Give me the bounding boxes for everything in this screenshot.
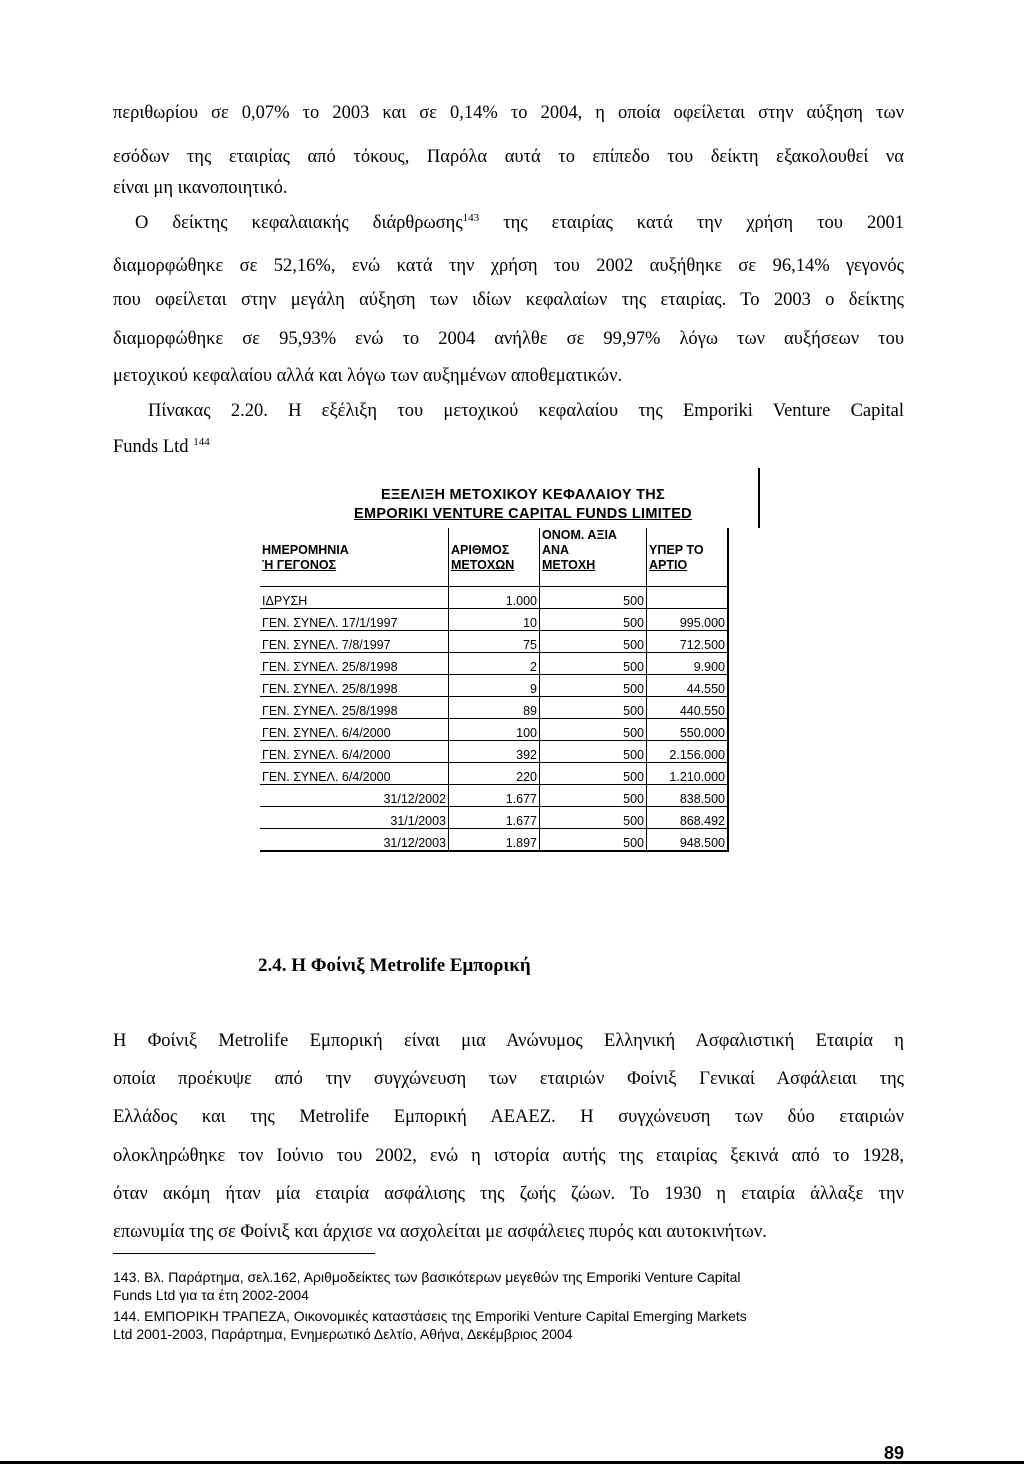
table-row: ΓΕΝ. ΣΥΝΕΛ. 25/8/1998 9 500 44.550 bbox=[260, 675, 728, 697]
table-row: ΙΔΡΥΣΗ 1.000 500 bbox=[260, 587, 728, 609]
table-row: ΓΕΝ. ΣΥΝΕΛ. 6/4/2000 220 500 1.210.000 bbox=[260, 763, 728, 785]
paragraph-3-line-2: οποία προέκυψε από την συγχώνευση των εταιριών Φοίνιξ Γενικαί Ασφάλειαι της bbox=[113, 1069, 904, 1089]
table-row: ΓΕΝ. ΣΥΝΕΛ. 6/4/2000 392 500 2.156.000 bbox=[260, 741, 728, 763]
table-title-line-2: EMPORIKI VENTURE CAPITAL FUNDS LIMITED bbox=[354, 506, 692, 522]
paragraph-2-line-2: διαμορφώθηκε σε 52,16%, ενώ κατά την χρήση του 2002 αυξήθηκε σε 96,14% γεγονός bbox=[113, 256, 904, 276]
table-row: ΓΕΝ. ΣΥΝΕΛ. 17/1/1997 10 500 995.000 bbox=[260, 609, 728, 631]
share-capital-table bbox=[260, 528, 729, 852]
header-share-premium: ΥΠΕΡ ΤΟ ΑΡΤΙΟ bbox=[647, 528, 729, 587]
paragraph-3-line-6: επωνυμία της σε Φοίνιξ και άρχισε να ασχολείται με ασφάλειες πυρός και αυτοκινήτων. bbox=[113, 1222, 767, 1242]
header-shares: ΑΡΙΘΜΟΣ ΜΕΤΟΧΩΝ bbox=[449, 528, 540, 587]
paragraph-1-line-3: είναι μη ικανοποιητικό. bbox=[113, 178, 288, 198]
paragraph-3-line-3: Ελλάδος και της Metrolife Εμπορική ΑΕΑΕΖ. Η συγχώνευση των δύο εταιριών bbox=[113, 1107, 904, 1127]
paragraph-1-line-2: εσόδων της εταιρίας από τόκους, Παρόλα αυτά το επίπεδο του δείκτη εξακολουθεί να bbox=[113, 147, 904, 167]
paragraph-3-line-4: ολοκληρώθηκε τον Ιούνιο του 2002, ενώ η ιστορία αυτής της εταιρίας ξεκινά από το 1928, bbox=[113, 1146, 904, 1166]
table-row: ΓΕΝ. ΣΥΝΕΛ. 25/8/1998 2 500 9.900 bbox=[260, 653, 728, 675]
paragraph-3-line-1: Η Φοίνιξ Metrolife Εμπορική είναι μια Ανώνυμος Ελληνική Ασφαλιστική Εταιρία η bbox=[113, 1031, 904, 1051]
section-heading: 2.4. Η Φοίνιξ Metrolife Εμπορική bbox=[258, 955, 531, 976]
table-row: 31/12/2003 1.897 500 948.500 bbox=[260, 829, 728, 852]
header-date-event: ΗΜΕΡΟΜΗΝΙΑ Ή ΓΕΓΟΝΟΣ bbox=[260, 528, 449, 587]
footnote-143-line-2: Funds Ltd για τα έτη 2002-2004 bbox=[113, 1287, 309, 1303]
paragraph-2-line-4: διαμορφώθηκε σε 95,93% ενώ το 2004 ανήλθε σε 99,97% λόγω των αυξήσεων του bbox=[113, 329, 904, 349]
table-caption-line-2: Funds Ltd $^{144}$ bbox=[113, 436, 210, 457]
footnote-separator bbox=[113, 1253, 375, 1254]
table-row: ΓΕΝ. ΣΥΝΕΛ. 7/8/1997 75 500 712.500 bbox=[260, 631, 728, 653]
table-header-row bbox=[260, 528, 728, 587]
table-caption-line-1: Πίνακας 2.20. Η εξέλιξη του μετοχικού κεφαλαίου της Emporiki Venture Capital bbox=[148, 401, 904, 421]
paragraph-3-line-5: όταν ακόμη ήταν μία εταιρία ασφάλισης της ζωής ζώων. Το 1930 η εταιρία άλλαξε την bbox=[113, 1184, 904, 1204]
table-row: 31/1/2003 1.677 500 868.492 bbox=[260, 807, 728, 829]
page-number: 89 bbox=[884, 1443, 905, 1463]
table-row: ΓΕΝ. ΣΥΝΕΛ. 6/4/2000 100 500 550.000 bbox=[260, 719, 728, 741]
paragraph-2-line-1: Ο δείκτης κεφαλαιακής διάρθρωσης$^{143}$ της εταιρίας κατά την χρήση του 2001 bbox=[135, 212, 904, 233]
table-row: ΓΕΝ. ΣΥΝΕΛ. 25/8/1998 89 500 440.550 bbox=[260, 697, 728, 719]
footnote-143-line-1: 143. Βλ. Παράρτημα, σελ.162, Αριθμοδείκτες των βασικότερων μεγεθών της Emporiki Venture Capital bbox=[113, 1269, 741, 1285]
paragraph-1-line-1: περιθωρίου σε 0,07% το 2003 και σε 0,14% το 2004, η οποία οφείλεται στην αύξηση των bbox=[113, 103, 904, 123]
footnote-144-line-2: Ltd 2001-2003, Παράρτημα, Ενημερωτικό Δελτίο, Αθήνα, Δεκέμβριος 2004 bbox=[113, 1326, 573, 1342]
footnote-ref-144: 144 bbox=[193, 436, 210, 448]
paragraph-2-line-3: που οφείλεται στην μεγάλη αύξηση των ιδίων κεφαλαίων της εταιρίας. Το 2003 ο δείκτης bbox=[113, 290, 904, 310]
table-title-line-1: ΕΞΕΛΙΞΗ ΜΕΤΟΧΙΚΟΥ ΚΕΦΑΛΑΙΟΥ ΤΗΣ bbox=[380, 487, 666, 503]
footnote-144-line-1: 144. ΕΜΠΟΡΙΚΗ ΤΡΑΠΕΖΑ, Οικονομικές καταστάσεις της Emporiki Venture Capital Emerging Markets bbox=[113, 1308, 747, 1324]
table-row: 31/12/2002 1.677 500 838.500 bbox=[260, 785, 728, 807]
footnote-ref-143: 143 bbox=[462, 212, 480, 224]
paragraph-2-line-5: μετοχικού κεφαλαίου αλλά και λόγω των αυξημένων αποθεματικών. bbox=[113, 366, 623, 386]
header-nominal-value: ΟΝΟΜ. ΑΞΙΑ ΑΝΑ ΜΕΤΟΧΗ bbox=[540, 528, 647, 587]
